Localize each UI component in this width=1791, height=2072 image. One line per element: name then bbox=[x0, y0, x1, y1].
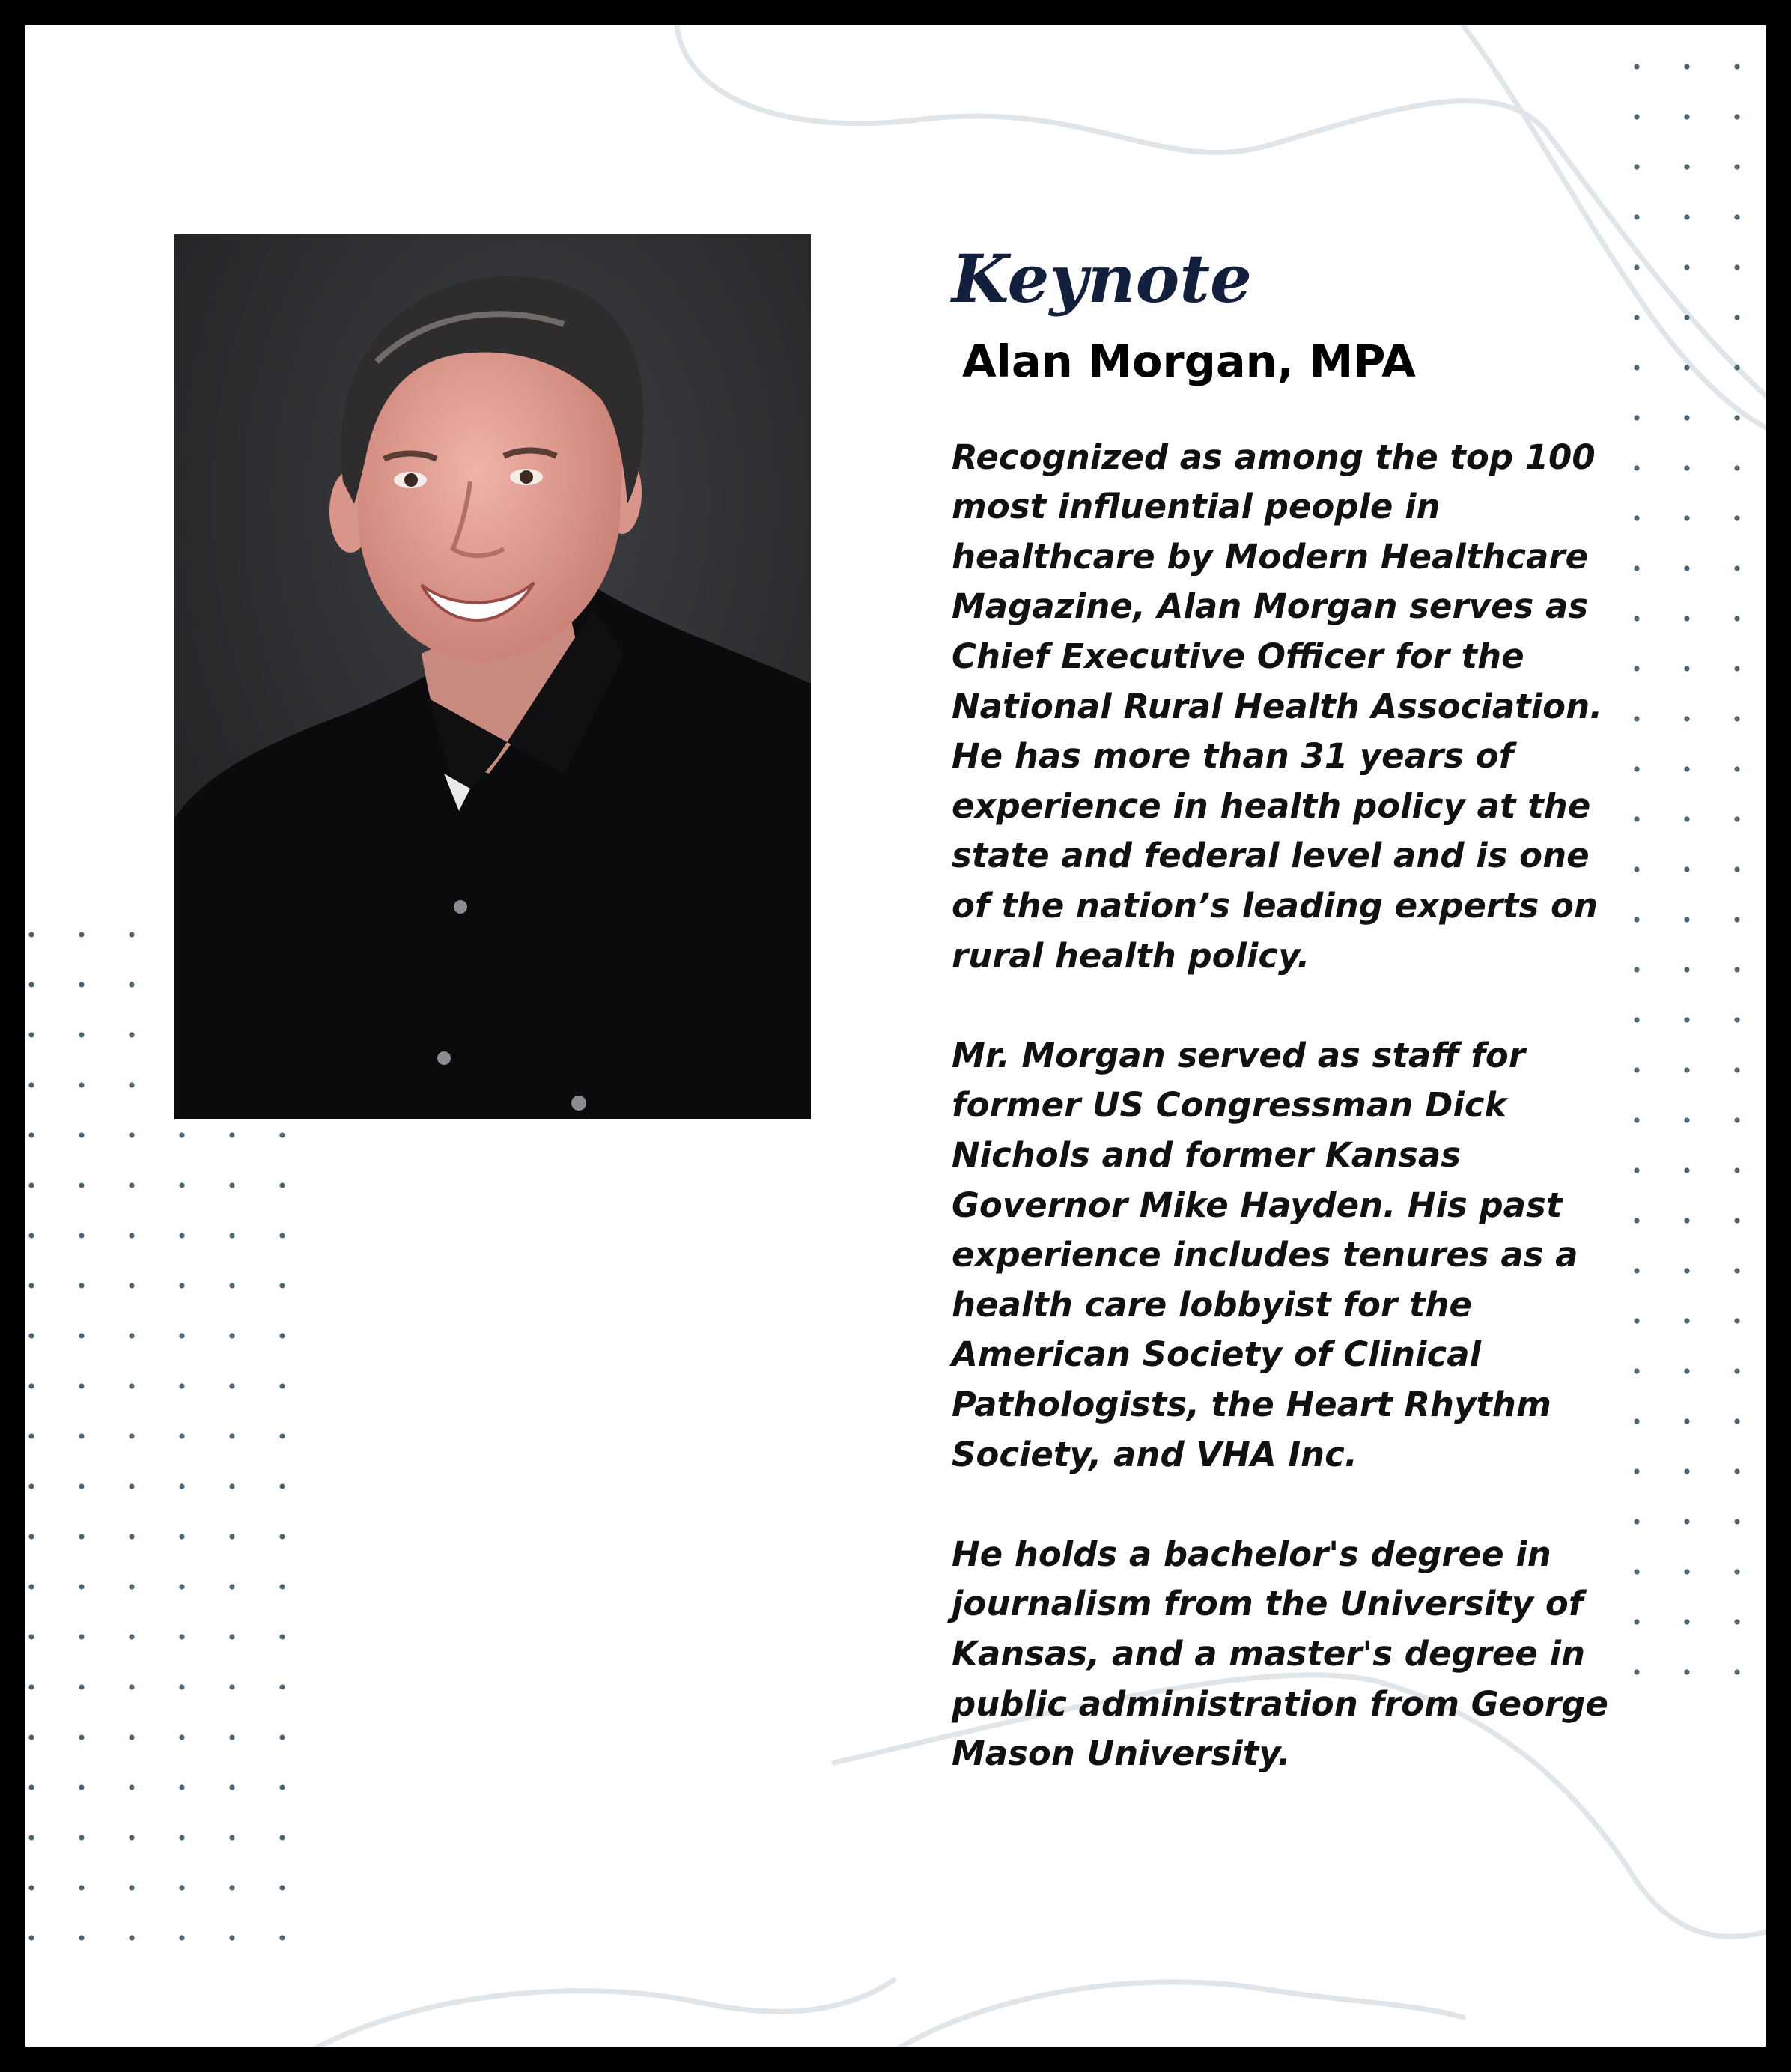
decor-dot bbox=[1634, 1167, 1639, 1173]
decor-dot bbox=[229, 1784, 234, 1790]
decor-dot bbox=[129, 1383, 134, 1388]
decor-dot bbox=[179, 1935, 184, 1940]
decor-dot bbox=[1684, 1368, 1689, 1373]
decor-dot bbox=[279, 1433, 285, 1438]
decor-dot bbox=[79, 1684, 84, 1689]
decor-dot bbox=[79, 1835, 84, 1840]
decor-dot bbox=[179, 1233, 184, 1238]
decor-dot bbox=[1634, 1117, 1639, 1122]
decor-dot bbox=[229, 1584, 234, 1589]
decor-dot bbox=[1634, 616, 1639, 621]
speaker-name: Alan Morgan, MPA bbox=[962, 335, 1416, 387]
decor-dot bbox=[129, 1032, 134, 1037]
decor-dot bbox=[28, 1885, 34, 1890]
decor-dot bbox=[279, 1383, 285, 1388]
decor-dot bbox=[1634, 1519, 1639, 1524]
decor-dot bbox=[129, 1784, 134, 1790]
decor-dot bbox=[1684, 214, 1689, 219]
decor-dot bbox=[1684, 415, 1689, 420]
decor-dot bbox=[279, 1283, 285, 1288]
decor-dot bbox=[179, 1784, 184, 1790]
decor-dot bbox=[28, 1584, 34, 1589]
decor-dot bbox=[1684, 114, 1689, 119]
decor-dot bbox=[129, 1935, 134, 1940]
decor-dot bbox=[1734, 666, 1739, 671]
decor-dot bbox=[1734, 1167, 1739, 1173]
decor-dot bbox=[1684, 1519, 1689, 1524]
decor-dot bbox=[1734, 766, 1739, 771]
decor-dot bbox=[79, 1233, 84, 1238]
decor-dot bbox=[1634, 565, 1639, 571]
decor-dot bbox=[179, 1433, 184, 1438]
decor-dot bbox=[79, 1383, 84, 1388]
decor-dot bbox=[28, 1935, 34, 1940]
decor-dot bbox=[279, 1684, 285, 1689]
bio-paragraph: He holds a bachelor's degree in journalism from the University of Kansas, and a master's degree in public administration from George Mason University. bbox=[952, 1534, 1608, 1774]
decor-dot bbox=[28, 1082, 34, 1087]
decor-dot bbox=[1734, 164, 1739, 169]
decor-dot bbox=[79, 1734, 84, 1740]
decor-dot bbox=[1734, 415, 1739, 420]
decor-dot bbox=[279, 1634, 285, 1639]
decor-dot bbox=[129, 1283, 134, 1288]
decor-dot bbox=[1734, 917, 1739, 922]
page bbox=[25, 25, 1766, 2047]
decor-dot bbox=[229, 1684, 234, 1689]
decor-dot bbox=[129, 1634, 134, 1639]
decor-dot bbox=[1634, 164, 1639, 169]
decor-dot bbox=[1634, 1268, 1639, 1273]
decor-dot bbox=[179, 1584, 184, 1589]
decor-dot bbox=[1684, 666, 1689, 671]
decor-dot bbox=[1734, 1218, 1739, 1223]
decor-dot bbox=[1734, 1418, 1739, 1424]
decor-dot bbox=[129, 1132, 134, 1137]
decor-dot bbox=[229, 1634, 234, 1639]
decor-dot bbox=[28, 982, 34, 987]
decor-dot bbox=[79, 1082, 84, 1087]
decor-dot bbox=[1634, 967, 1639, 972]
decor-dot bbox=[129, 1835, 134, 1840]
decor-dot bbox=[28, 1734, 34, 1740]
decor-dot bbox=[1734, 365, 1739, 370]
decor-dot bbox=[79, 1584, 84, 1589]
decor-dot bbox=[1684, 1468, 1689, 1474]
decor-dot bbox=[1684, 264, 1689, 270]
decor-dot bbox=[1634, 315, 1639, 320]
decor-dot bbox=[179, 1734, 184, 1740]
decor-dot bbox=[1634, 716, 1639, 721]
decor-dot bbox=[1734, 64, 1739, 69]
decor-dot bbox=[28, 1132, 34, 1137]
decor-dot bbox=[1634, 1318, 1639, 1323]
decor-dot bbox=[1684, 1218, 1689, 1223]
decor-dot bbox=[1734, 1117, 1739, 1122]
decor-dot bbox=[1734, 1368, 1739, 1373]
decor-dot bbox=[1734, 515, 1739, 520]
decor-dot bbox=[229, 1835, 234, 1840]
decor-dot bbox=[279, 1483, 285, 1489]
decor-dot bbox=[28, 1433, 34, 1438]
decor-dot bbox=[28, 1283, 34, 1288]
decor-dot bbox=[1734, 816, 1739, 821]
decor-dot bbox=[1734, 616, 1739, 621]
decor-dot bbox=[229, 1383, 234, 1388]
decor-dot bbox=[28, 1634, 34, 1639]
decor-dot bbox=[1634, 917, 1639, 922]
decor-dot bbox=[279, 1835, 285, 1840]
decor-dot bbox=[1734, 1268, 1739, 1273]
decor-dot bbox=[229, 1433, 234, 1438]
decor-dot bbox=[1634, 1669, 1639, 1674]
decor-dot bbox=[279, 1333, 285, 1338]
decor-dot bbox=[129, 1885, 134, 1890]
decor-dot bbox=[1734, 866, 1739, 872]
decor-dot bbox=[1684, 465, 1689, 470]
decor-dot bbox=[1734, 967, 1739, 972]
decor-dot bbox=[1634, 415, 1639, 420]
decor-dot bbox=[1634, 866, 1639, 872]
decor-dot bbox=[1684, 1569, 1689, 1574]
decor-dot bbox=[79, 1433, 84, 1438]
decor-dot bbox=[229, 1935, 234, 1940]
decor-dot bbox=[179, 1835, 184, 1840]
decor-dot bbox=[179, 1283, 184, 1288]
decor-dot bbox=[1634, 365, 1639, 370]
decor-dot bbox=[1684, 1067, 1689, 1072]
decor-dot bbox=[1684, 1017, 1689, 1022]
decor-dot bbox=[179, 1483, 184, 1489]
decor-dot bbox=[179, 1333, 184, 1338]
decor-dot bbox=[129, 1684, 134, 1689]
decor-dot bbox=[1634, 515, 1639, 520]
decor-dot bbox=[1684, 1619, 1689, 1624]
decor-dot bbox=[1734, 565, 1739, 571]
decor-dot bbox=[1684, 64, 1689, 69]
decor-dot bbox=[28, 1784, 34, 1790]
section-heading: Keynote bbox=[952, 240, 1252, 318]
decor-dot bbox=[179, 1383, 184, 1388]
decor-dot bbox=[179, 1132, 184, 1137]
decor-dot bbox=[279, 1182, 285, 1188]
decor-dot bbox=[1684, 315, 1689, 320]
decor-dot bbox=[279, 1885, 285, 1890]
decor-dot bbox=[1734, 1067, 1739, 1072]
decor-dot bbox=[28, 1383, 34, 1388]
decor-dot bbox=[229, 1182, 234, 1188]
decor-dot bbox=[1734, 1619, 1739, 1624]
decor-dot bbox=[28, 1483, 34, 1489]
decor-dot bbox=[79, 1634, 84, 1639]
decor-dot bbox=[1684, 766, 1689, 771]
decor-dot bbox=[1684, 816, 1689, 821]
decor-dot bbox=[79, 1483, 84, 1489]
decor-dot bbox=[1634, 666, 1639, 671]
decor-dot bbox=[1734, 1318, 1739, 1323]
bio-paragraph: Recognized as among the top 100 most influential people in healthcare by Modern Healthcare Magazine, Alan Morgan serves as Chief Executive Officer for the National Rural Health Association. He has more than 31 years of experience in health policy at the state and federal level and is one of the nation’s leading experts on rural health policy. bbox=[952, 437, 1603, 976]
decor-dot bbox=[229, 1233, 234, 1238]
decor-dot bbox=[79, 1784, 84, 1790]
decor-dot bbox=[1634, 465, 1639, 470]
decor-dot bbox=[1734, 1669, 1739, 1674]
decor-dot bbox=[28, 932, 34, 937]
decor-dot bbox=[129, 1082, 134, 1087]
decor-dot bbox=[79, 1885, 84, 1890]
decor-dot bbox=[79, 1935, 84, 1940]
decor-dot bbox=[179, 1534, 184, 1539]
decor-dot bbox=[229, 1283, 234, 1288]
decor-dot bbox=[1684, 164, 1689, 169]
decor-dot bbox=[79, 1132, 84, 1137]
decor-dot bbox=[28, 1182, 34, 1188]
decor-dot bbox=[79, 1283, 84, 1288]
decor-dot bbox=[1634, 1569, 1639, 1574]
decor-dot bbox=[1734, 214, 1739, 219]
decor-dot bbox=[279, 1534, 285, 1539]
decor-dot bbox=[1684, 967, 1689, 972]
decor-dot bbox=[28, 1684, 34, 1689]
decor-dot bbox=[279, 1935, 285, 1940]
decor-dot bbox=[1684, 1318, 1689, 1323]
decor-dot bbox=[79, 1032, 84, 1037]
decor-dot bbox=[129, 1233, 134, 1238]
decor-dot bbox=[28, 1233, 34, 1238]
decor-dot bbox=[28, 1835, 34, 1840]
decor-dot bbox=[129, 1182, 134, 1188]
decor-dot bbox=[129, 1584, 134, 1589]
decor-dot bbox=[1684, 1167, 1689, 1173]
decor-dot bbox=[79, 1182, 84, 1188]
decor-dot bbox=[1684, 866, 1689, 872]
decor-dot bbox=[79, 932, 84, 937]
decor-dot bbox=[229, 1734, 234, 1740]
decor-dot bbox=[1734, 1017, 1739, 1022]
bio-paragraph: Mr. Morgan served as staff for former US Congressman Dick Nichols and former Kansas Governor Mike Hayden. His past experience includes tenures as a health care lobbyist for the American Society of Clinical Pathologists, the Heart Rhythm Society, and VHA Inc. bbox=[952, 1035, 1578, 1474]
decor-dot bbox=[229, 1483, 234, 1489]
decor-dot bbox=[279, 1132, 285, 1137]
decor-dot bbox=[1634, 114, 1639, 119]
decor-dot bbox=[1634, 1418, 1639, 1424]
decor-dot bbox=[279, 1584, 285, 1589]
decor-dot bbox=[1634, 64, 1639, 69]
decor-dot bbox=[179, 1684, 184, 1689]
decor-dot bbox=[179, 1885, 184, 1890]
decor-dot bbox=[129, 982, 134, 987]
decor-dot bbox=[179, 1634, 184, 1639]
decor-dot bbox=[1634, 766, 1639, 771]
decor-dot bbox=[1734, 465, 1739, 470]
decor-dot bbox=[1634, 1218, 1639, 1223]
decor-dot bbox=[279, 1233, 285, 1238]
decor-dot bbox=[1684, 1418, 1689, 1424]
decor-dot bbox=[1634, 1468, 1639, 1474]
decor-dot bbox=[1634, 1619, 1639, 1624]
decor-dot bbox=[1734, 1519, 1739, 1524]
decor-dot bbox=[1634, 264, 1639, 270]
decor-dot bbox=[229, 1885, 234, 1890]
decor-dot bbox=[1734, 1569, 1739, 1574]
decor-dot bbox=[1734, 264, 1739, 270]
decor-dot bbox=[1634, 214, 1639, 219]
decor-dot bbox=[1684, 1268, 1689, 1273]
decor-dot bbox=[28, 1534, 34, 1539]
decor-dot bbox=[229, 1534, 234, 1539]
speaker-bio bbox=[952, 433, 1626, 1779]
decor-dot bbox=[279, 1734, 285, 1740]
decor-dot bbox=[279, 1784, 285, 1790]
decor-dot bbox=[1634, 1017, 1639, 1022]
decor-dot bbox=[1634, 816, 1639, 821]
decor-dot bbox=[129, 1483, 134, 1489]
speaker-photo bbox=[174, 234, 811, 1119]
decor-dot bbox=[1684, 616, 1689, 621]
decor-dot bbox=[129, 932, 134, 937]
text-column bbox=[952, 240, 1626, 1829]
decor-dot bbox=[1734, 1468, 1739, 1474]
decor-dot bbox=[1684, 917, 1689, 922]
decor-dot bbox=[1634, 1067, 1639, 1072]
decor-dot bbox=[179, 1182, 184, 1188]
decor-dot bbox=[129, 1433, 134, 1438]
decor-dot bbox=[129, 1534, 134, 1539]
decor-dot bbox=[229, 1333, 234, 1338]
decor-dot bbox=[229, 1132, 234, 1137]
decor-dot bbox=[1684, 515, 1689, 520]
decor-dot bbox=[28, 1032, 34, 1037]
decor-dot bbox=[1734, 716, 1739, 721]
dot-grid-right bbox=[1634, 64, 1739, 1674]
decor-dot bbox=[1684, 565, 1689, 571]
decor-dot bbox=[1684, 365, 1689, 370]
decor-dot bbox=[1734, 315, 1739, 320]
decor-dot bbox=[1684, 1117, 1689, 1122]
decor-dot bbox=[1684, 1669, 1689, 1674]
decor-dot bbox=[79, 1534, 84, 1539]
decor-dot bbox=[1634, 1368, 1639, 1373]
decor-dot bbox=[1734, 114, 1739, 119]
decor-dot bbox=[79, 1333, 84, 1338]
decor-dot bbox=[129, 1333, 134, 1338]
decor-dot bbox=[1684, 716, 1689, 721]
decor-dot bbox=[79, 982, 84, 987]
decor-dot bbox=[129, 1734, 134, 1740]
decor-dot bbox=[28, 1333, 34, 1338]
